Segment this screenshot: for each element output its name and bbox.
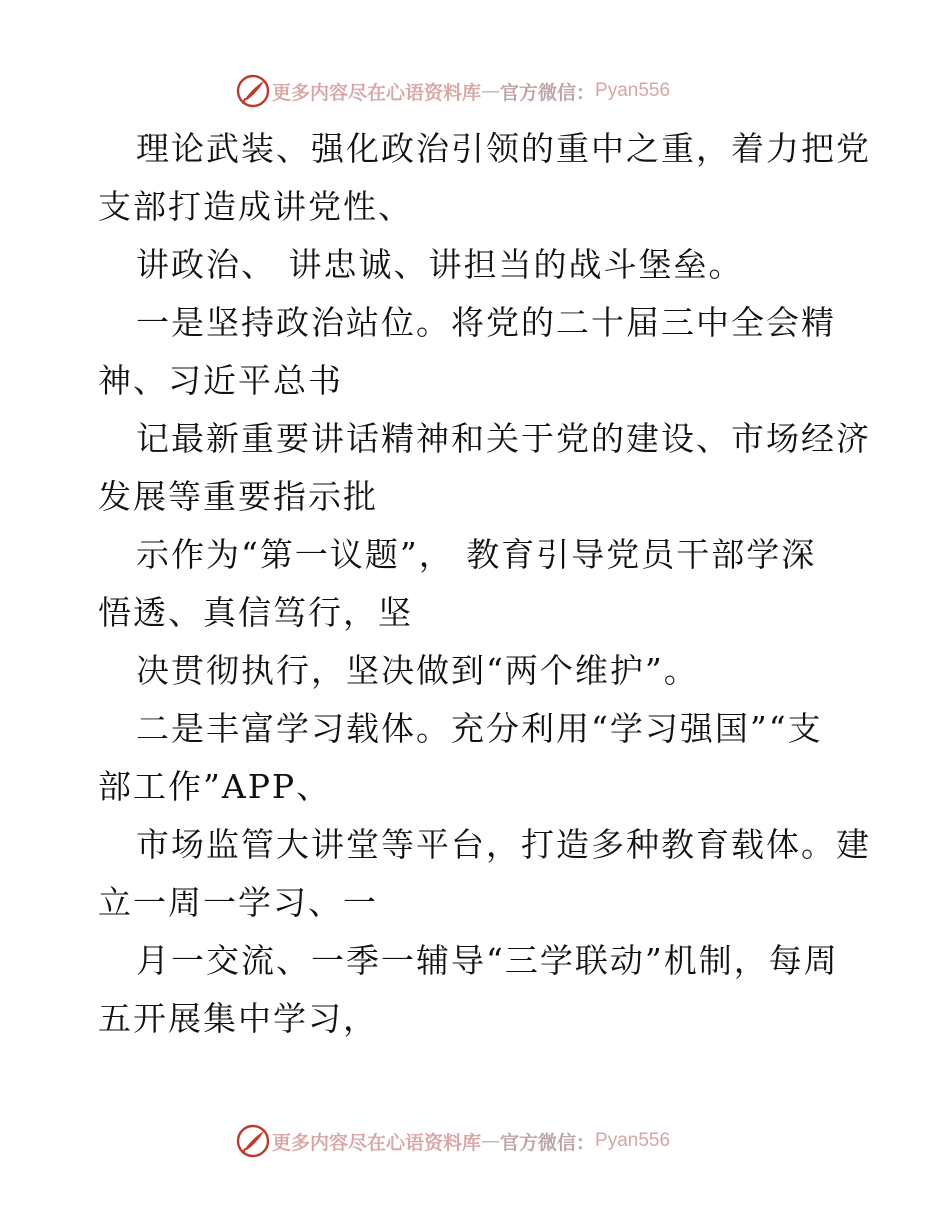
text-line: 发展等重要指示批: [98, 477, 378, 516]
footer-watermark: [236, 1124, 670, 1158]
text-line: 一是坚持政治站位。将党的二十届三中全会精: [136, 303, 836, 342]
text-line: 二是丰富学习载体。充分利用“学习强国”“支: [136, 709, 823, 748]
watermark-dash: —: [481, 1130, 501, 1152]
watermark-dash: —: [481, 80, 501, 102]
text-line: 决贯彻执行，坚决做到“两个维护”。: [136, 651, 699, 690]
watermark-subtitle: 官方微信：: [500, 1131, 596, 1154]
watermark-title: 更多内容尽在心语资料库: [272, 1131, 482, 1154]
text-line: 神、习近平总书: [98, 361, 343, 400]
watermark-title: 更多内容尽在心语资料库: [272, 81, 482, 104]
text-line: 示作为“第一议题”， 教育引导党员干部学深: [136, 535, 817, 574]
text-line: 部工作”APP、: [98, 767, 332, 806]
quill-logo-icon: [236, 74, 270, 108]
watermark-subtitle: 官方微信：: [500, 81, 596, 104]
watermark-wechat-id: Pyan556: [595, 80, 671, 101]
text-line: 理论武装、强化政治引领的重中之重，着力把党: [136, 129, 871, 168]
text-line: 讲政治、 讲忠诚、讲担当的战斗堡垒。: [136, 245, 744, 284]
header-watermark: [236, 74, 670, 108]
text-line: 五开展集中学习，: [98, 999, 378, 1038]
text-line: 立一周一学习、一: [98, 883, 378, 922]
text-line: 市场监管大讲堂等平台，打造多种教育载体。建: [136, 825, 871, 864]
quill-logo-icon: [236, 1124, 270, 1158]
text-line: 月一交流、一季一辅导“三学联动”机制，每周: [136, 941, 839, 980]
text-line: 支部打造成讲党性、: [98, 187, 413, 226]
text-line: 记最新重要讲话精神和关于党的建设、市场经济: [136, 419, 871, 458]
watermark-wechat-id: Pyan556: [595, 1130, 671, 1151]
text-line: 悟透、真信笃行，坚: [98, 593, 413, 632]
